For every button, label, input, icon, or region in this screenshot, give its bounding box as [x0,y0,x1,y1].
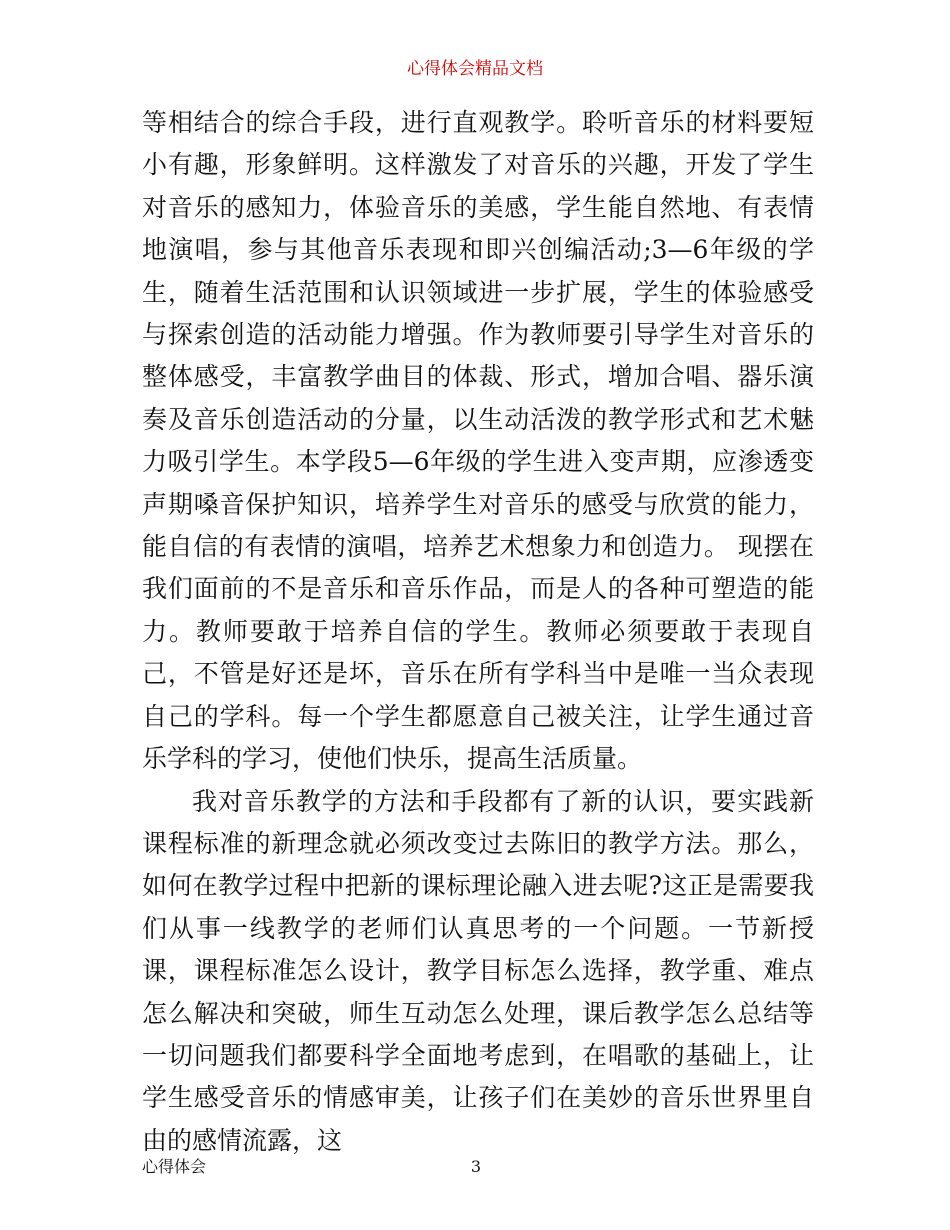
header-title: 心得体会精品文档 [407,59,543,79]
page-number: 3 [470,1157,482,1176]
document-body [142,102,814,1162]
paragraph-continued: 等相结合的综合手段，进行直观教学。聆听音乐的材料要短小有趣，形象鲜明。这样激发了对音乐的兴趣，开发了学生对音乐的感知力，体验音乐的美感，学生能自然地、有表情地演唱，参与其他音乐表现和即兴创编活动;3—6年级的学生，随着生活范围和认识领域进一步扩展，学生的体验感受与探索创造的活动能力增强。作为教师要引导学生对音乐的整体感受，丰富教学曲目的体裁、形式，增加合唱、器乐演奏及音乐创造活动的分量，以生动活泼的教学形式和艺术魅力吸引学生。本学段5—6年级的学生进入变声期，应渗透变声期嗓音保护知识，培养学生对音乐的感受与欣赏的能力，能自信的有表情的演唱，培养艺术想象力和创造力。 现摆在我们面前的不是音乐和音乐作品，而是人的各种可塑造的能力。教师要敢于培养自信的学生。教师必须要敢于表现自己，不管是好还是坏，音乐在所有学科当中是唯一当众表现自己的学科。每一个学生都愿意自己被关注，让学生通过音乐学科的学习，使他们快乐，提高生活质量。 [142,108,814,774]
paragraph-method: 我对音乐教学的方法和手段都有了新的认识，要实践新课程标准的新理念就必须改变过去陈旧的教学方法。那么，如何在教学过程中把新的课标理论融入进去呢?这正是需要我们从事一线教学的老师们认真思考的一个问题。一节新授课，课程标准怎么设计，教学目标怎么选择，教学重、难点怎么解决和突破，师生互动怎么处理，课后教学怎么总结等一切问题我们都要科学全面地考虑到，在唱歌的基础上，让学生感受音乐的情感审美，让孩子们在美妙的音乐世界里自由的感情流露，这 [142,786,814,1155]
footer-label: 心得体会 [142,1157,207,1176]
